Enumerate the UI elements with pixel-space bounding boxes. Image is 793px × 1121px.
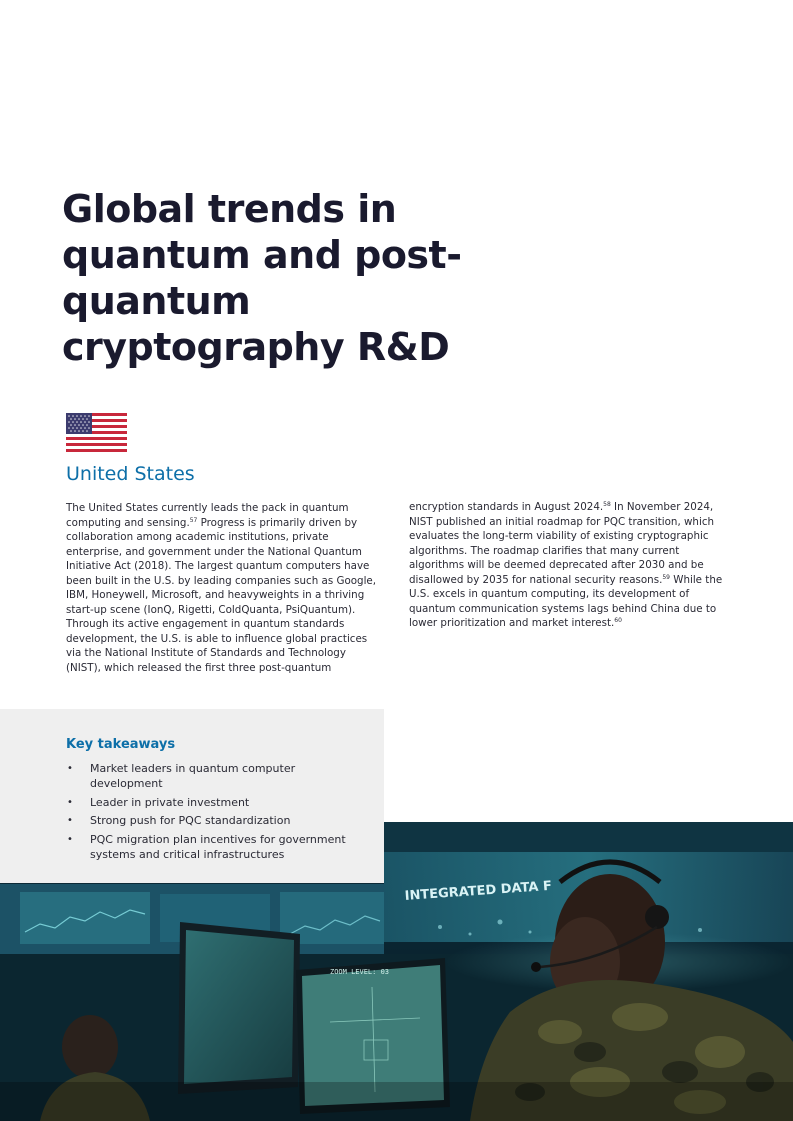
footnote-ref[interactable]: 58 (603, 501, 611, 508)
paragraph-text: encryption standards in August 2024. (409, 501, 604, 513)
wall-screen-text: INTEGRATED DATA F (404, 878, 553, 904)
list-item: • Market leaders in quantum computer development (66, 761, 366, 791)
key-takeaways-list (66, 761, 366, 865)
page-title: Global trends in quantum and post-quantum cryptography R&D (62, 187, 462, 369)
key-takeaways-title: Key takeaways (66, 737, 176, 752)
list-item: • Leader in private investment (66, 795, 366, 810)
paragraph-text: While the U.S. excels in quantum computing, its development of quantum communication systems lags behind China due to lower prioritization and market interest. (409, 573, 723, 629)
paragraph-text: The United States currently leads the pack in quantum computing and sensing. (66, 502, 349, 529)
footnote-ref[interactable]: 59 (662, 573, 670, 581)
list-item: • Strong push for PQC standardization (66, 813, 366, 828)
paragraph-text: In November 2024, NIST published an initial roadmap for PQC transition, which evaluates the long-term viability of existing cryptographic algorithms. The roadmap clarifies that many current algorithms will be deemed deprecated after 2030 and be disallowed by 2035 for national security reasons. (409, 501, 714, 586)
list-item: • PQC migration plan incentives for government systems and critical infrastructures (66, 832, 366, 862)
monitor-text: ZOOM LEVEL: 03 (330, 968, 390, 976)
body-paragraph-right (409, 500, 727, 631)
us-flag-icon (66, 413, 127, 452)
paragraph-text: Progress is primarily driven by collaboration among academic institutions, private enterprise, and government under the National Quantum Initiative Act (2018). The largest quantum computers have been built in the U.S. by leading companies such as Google, IBM, Honeywell, Microsoft, and heavyweights in a thriving start-up scene (IonQ, Rigetti, ColdQuanta, PsiQuantum). Through its active engagement in quantum standards development, the U.S. is able to influence global practices via the National Institute of Standards and Technology (NIST), which released the first three post-quantum (66, 516, 377, 674)
footnote-ref[interactable]: 60 (614, 617, 622, 624)
body-paragraph-left (66, 501, 382, 675)
section-title: United States (66, 463, 195, 485)
footnote-ref[interactable]: 57 (189, 516, 198, 524)
